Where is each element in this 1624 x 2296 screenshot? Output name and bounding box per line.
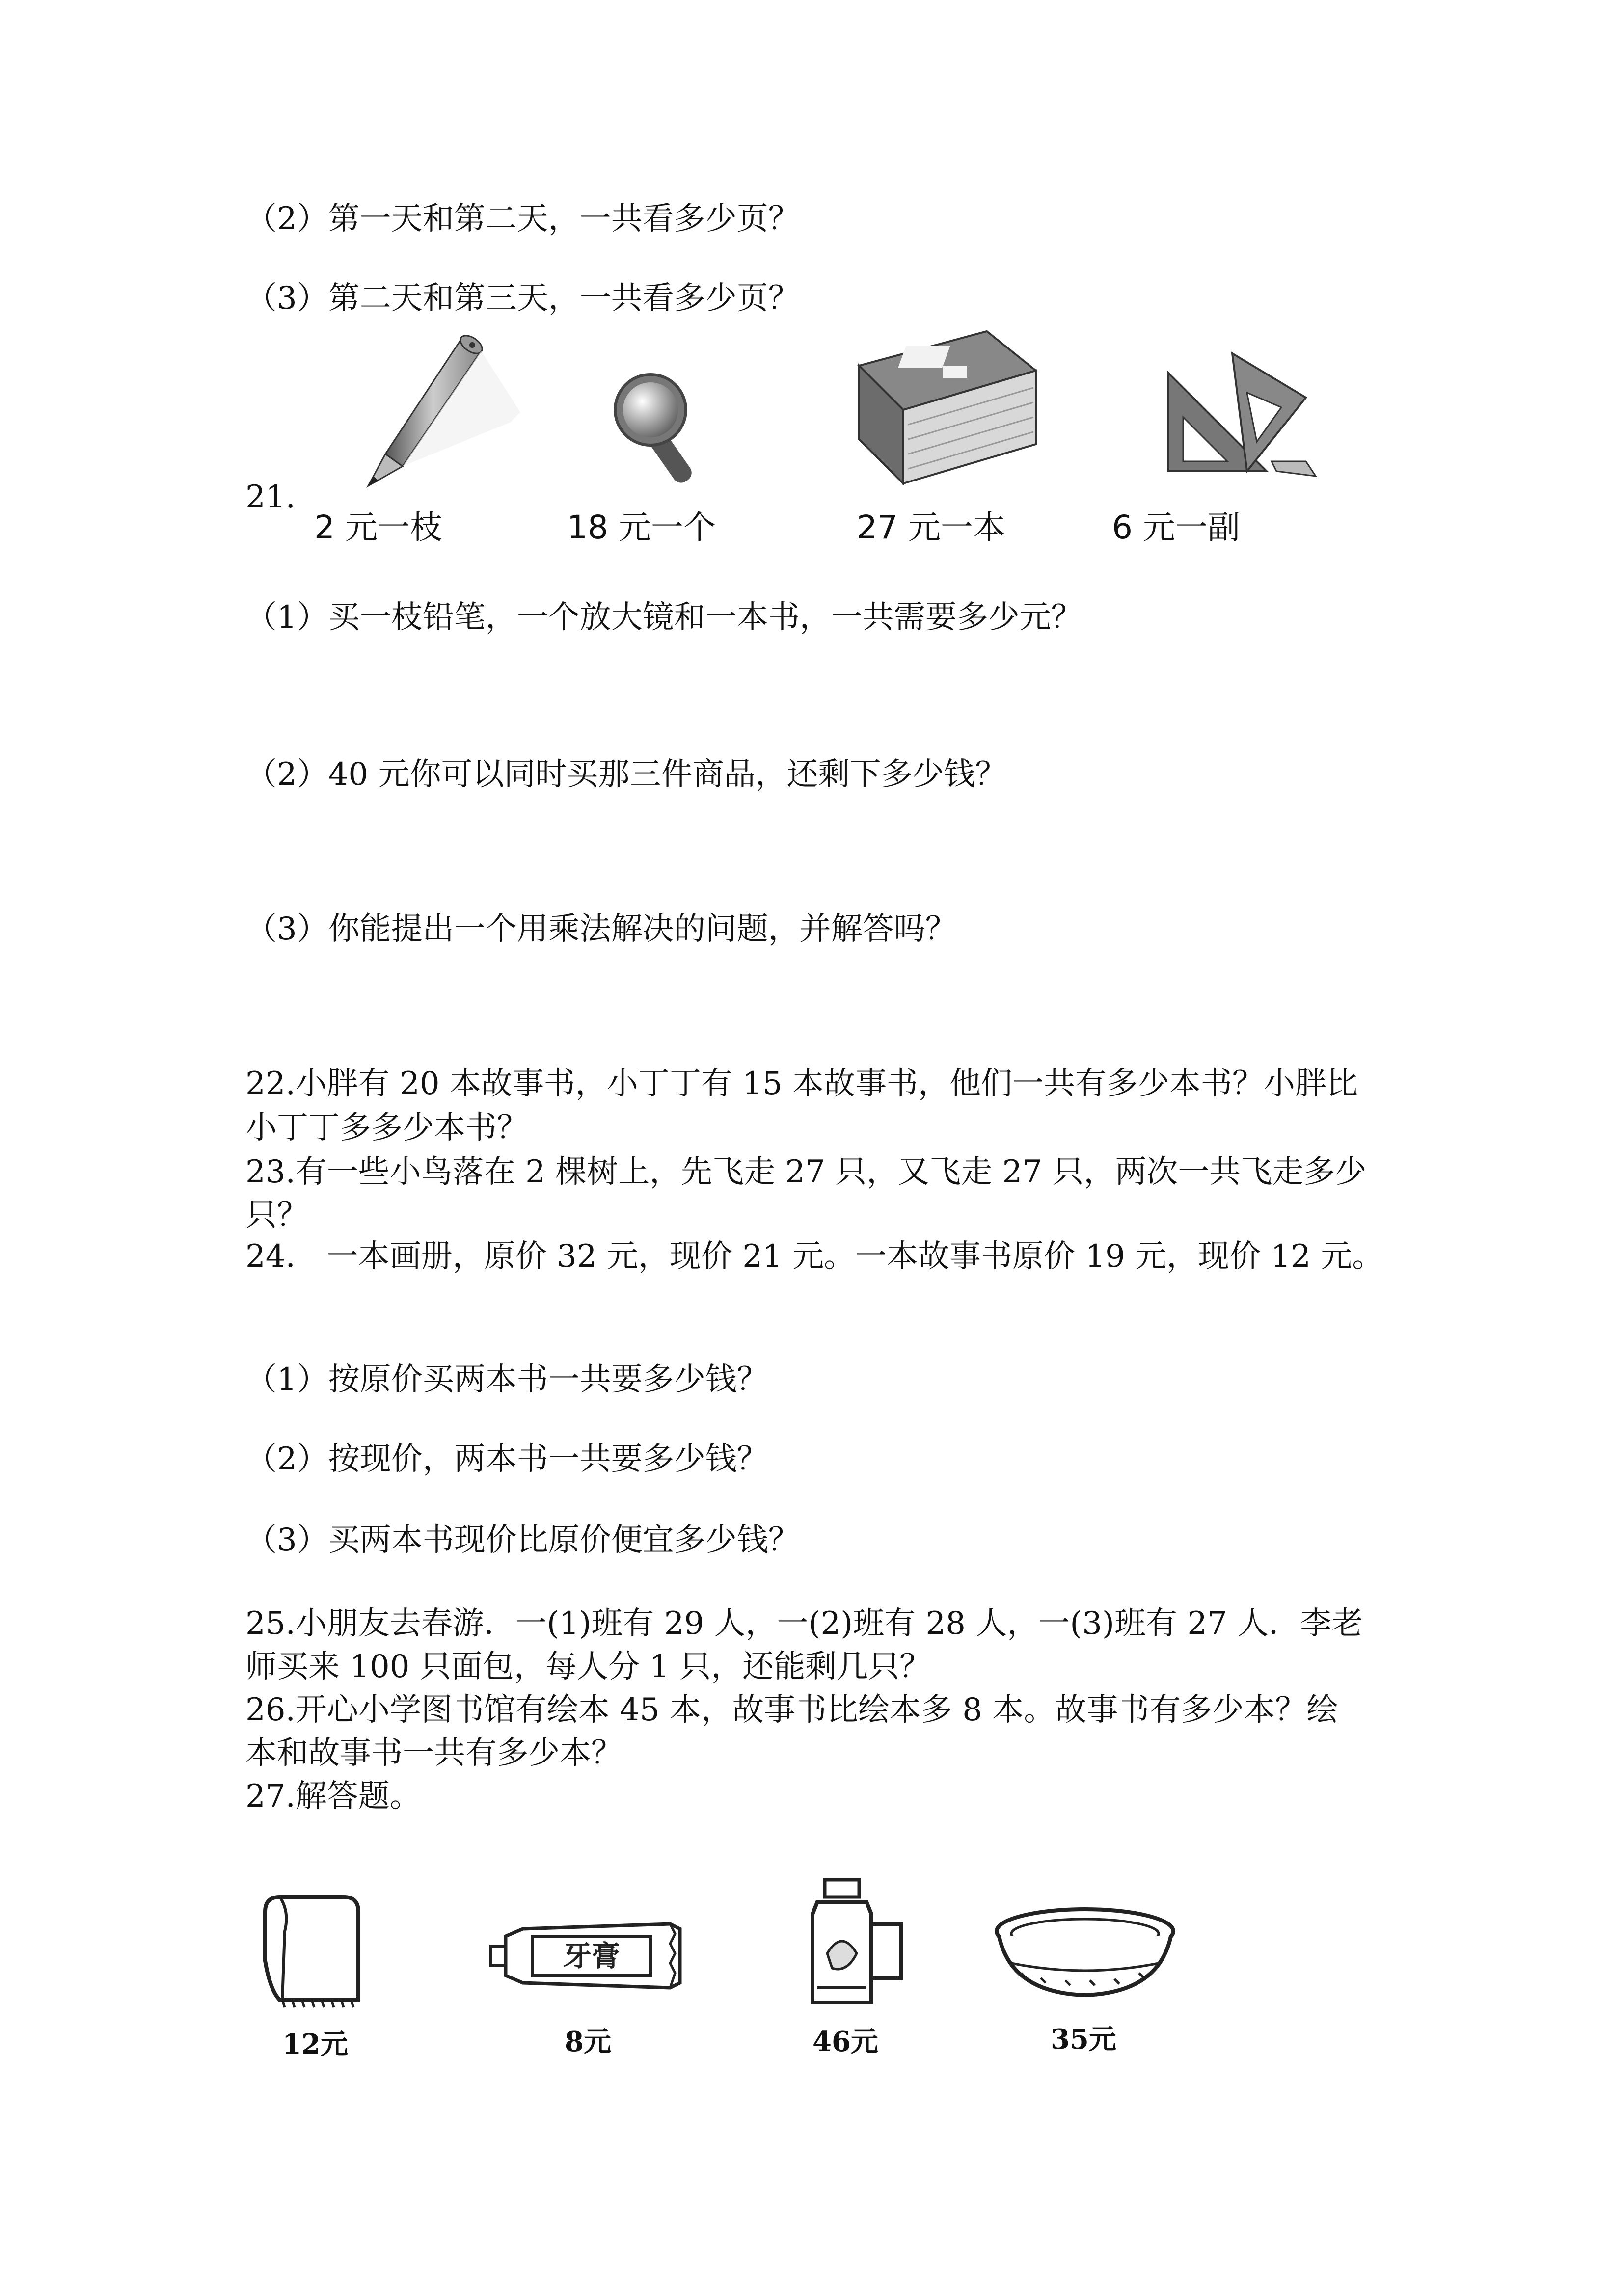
book-price: 27 元一本 <box>857 508 1005 546</box>
q20-part2: （2）第一天和第二天，一共看多少页？ <box>245 201 800 237</box>
pencil-price: 2 元一枝 <box>314 508 442 546</box>
q23-line2: 只？ <box>245 1197 308 1233</box>
book-icon <box>839 326 1041 493</box>
q21-part2: （2）40 元你可以同时买那三件商品，还剩下多少钱？ <box>245 756 1007 793</box>
magnifier-icon <box>611 371 719 488</box>
q24-stem: 24. 一本画册，原价 32 元，现价 21 元。一本故事书原价 19 元，现价 12 元。 <box>245 1238 1384 1275</box>
magnifier-price: 18 元一个 <box>567 508 716 546</box>
q22-line2: 小丁丁多多少本书？ <box>245 1110 528 1146</box>
q23-line1: 23.有一些小鸟落在 2 棵树上，先飞走 27 只，又飞走 27 只，两次一共飞走多少 <box>245 1154 1367 1190</box>
q25-line2: 师买来 100 只面包，每人分 1 只，还能剩几只？ <box>245 1649 931 1685</box>
toothpaste-icon <box>488 1914 685 1998</box>
toothpaste-label: 牙膏 <box>563 1939 621 1973</box>
q20-part3: （3）第二天和第三天，一共看多少页？ <box>245 280 800 317</box>
q25-line1: 25.小朋友去春游．一(1)班有 29 人，一(2)班有 28 人，一(3)班有 27 人．李老 <box>245 1605 1363 1642</box>
q21-part3: （3）你能提出一个用乘法解决的问题，并解答吗？ <box>245 911 957 947</box>
basin-icon <box>992 1904 1178 2002</box>
q24-part1: （1）按原价买两本书一共要多少钱？ <box>245 1362 768 1398</box>
q22-line1: 22.小胖有 20 本故事书，小丁丁有 15 本故事书，他们一共有多少本书？小胖比 <box>245 1066 1358 1102</box>
toothpaste-price: 8元 <box>565 2026 611 2058</box>
basin-price: 35元 <box>1051 2023 1116 2056</box>
q26-line2: 本和故事书一共有多少本？ <box>245 1735 623 1771</box>
set-square-icon <box>1159 344 1326 491</box>
cup-icon <box>798 1875 911 2012</box>
towel-price: 12元 <box>282 2028 348 2060</box>
towel-icon <box>255 1892 368 2010</box>
q24-part2: （2）按现价，两本书一共要多少钱？ <box>245 1441 768 1477</box>
cup-price: 46元 <box>812 2026 878 2058</box>
pencil-icon <box>358 329 525 491</box>
q21-number: 21. <box>245 479 296 515</box>
q26-line1: 26.开心小学图书馆有绘本 45 本，故事书比绘本多 8 本。故事书有多少本？绘 <box>245 1692 1338 1728</box>
q24-part3: （3）买两本书现价比原价便宜多少钱？ <box>245 1522 800 1558</box>
q27-stem: 27.解答题。 <box>245 1778 421 1815</box>
q21-part1: （1）买一枝铅笔，一个放大镜和一本书，一共需要多少元？ <box>245 599 1083 636</box>
set-square-price: 6 元一副 <box>1112 508 1240 546</box>
